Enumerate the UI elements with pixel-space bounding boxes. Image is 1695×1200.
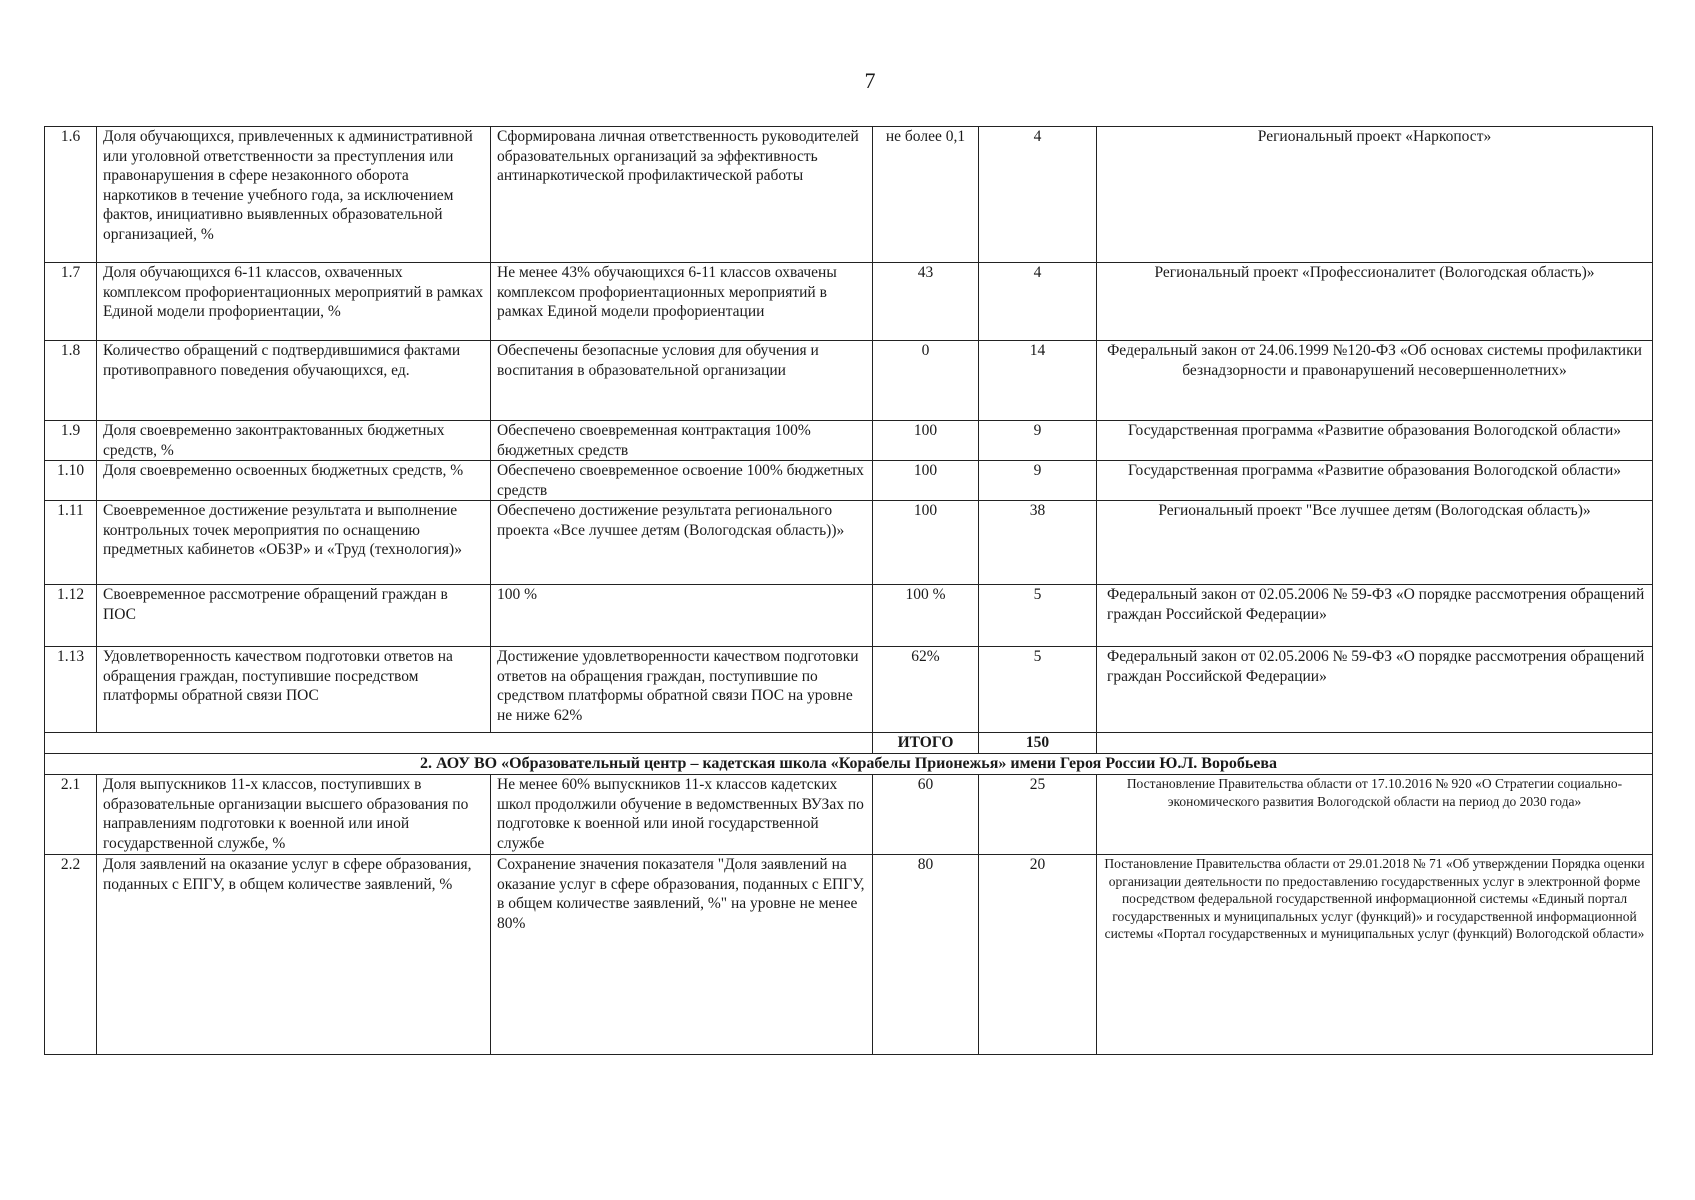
table-row [45, 263, 1653, 341]
result-cell: 100 % [491, 585, 873, 647]
row-number: 2.2 [45, 855, 97, 1055]
weight-cell: 4 [979, 263, 1097, 341]
result-cell: Сохранение значения показателя "Доля заявлений на оказание услуг в сфере образования, поданных с ЕПГУ, в общем количестве заявлений, %" на уровне не менее 80% [491, 855, 873, 1055]
weight-cell: 4 [979, 127, 1097, 263]
target-value-cell: 60 [873, 775, 979, 855]
table-row [45, 127, 1653, 263]
row-number: 1.7 [45, 263, 97, 341]
weight-cell: 38 [979, 501, 1097, 585]
total-empty-cell [1097, 733, 1653, 754]
indicator-cell: Доля обучающихся, привлеченных к административной или уголовной ответственности за преступления или правонарушения в сфере незаконного оборота наркотиков в течение учебного года, за исключением фактов, инициативно выявленных образовательной организацией, % [97, 127, 491, 263]
basis-cell: Государственная программа «Развитие образования Вологодской области» [1097, 461, 1653, 501]
result-cell: Не менее 60% выпускников 11-х классов кадетских школ продолжили обучение в ведомственных ВУЗах по подготовке к военной или иной государственной службе [491, 775, 873, 855]
row-number: 1.6 [45, 127, 97, 263]
weight-cell: 5 [979, 585, 1097, 647]
row-number: 1.9 [45, 421, 97, 461]
table-row [45, 421, 1653, 461]
result-cell: Обеспечены безопасные условия для обучения и воспитания в образовательной организации [491, 341, 873, 421]
target-value-cell: 62% [873, 647, 979, 733]
row-number: 2.1 [45, 775, 97, 855]
result-cell: Обеспечено достижение результата регионального проекта «Все лучшее детям (Вологодская область))» [491, 501, 873, 585]
total-label: ИТОГО [873, 733, 979, 754]
indicator-cell: Удовлетворенность качеством подготовки ответов на обращения граждан, поступившие посредством платформы обратной связи ПОС [97, 647, 491, 733]
indicator-cell: Своевременное рассмотрение обращений граждан в ПОС [97, 585, 491, 647]
row-number: 1.12 [45, 585, 97, 647]
basis-cell: Региональный проект «Наркопост» [1097, 127, 1653, 263]
result-cell: Обеспечено своевременная контрактация 100% бюджетных средств [491, 421, 873, 461]
total-value: 150 [979, 733, 1097, 754]
target-value-cell: 0 [873, 341, 979, 421]
indicator-cell: Доля обучающихся 6-11 классов, охваченных комплексом профориентационных мероприятий в рамках Единой модели профориентации, % [97, 263, 491, 341]
basis-cell: Государственная программа «Развитие образования Вологодской области» [1097, 421, 1653, 461]
weight-cell: 9 [979, 461, 1097, 501]
target-value-cell: 100 [873, 501, 979, 585]
target-value-cell: не более 0,1 [873, 127, 979, 263]
indicator-cell: Доля заявлений на оказание услуг в сфере образования, поданных с ЕПГУ, в общем количестве заявлений, % [97, 855, 491, 1055]
basis-cell: Постановление Правительства области от 29.01.2018 № 71 «Об утверждении Порядка оценки организации деятельности по предоставлению государственных услуг в электронной форме посредством федеральной государственной информационной системы «Единый портал государственных и муниципальных услуг (функций)» и государственной информационной системы «Портал государственных и муниципальных услуг (функций) Вологодской области» [1097, 855, 1653, 1055]
weight-cell: 20 [979, 855, 1097, 1055]
weight-cell: 9 [979, 421, 1097, 461]
indicator-cell: Доля своевременно законтрактованных бюджетных средств, % [97, 421, 491, 461]
weight-cell: 25 [979, 775, 1097, 855]
table-row [45, 461, 1653, 501]
result-cell: Сформирована личная ответственность руководителей образовательных организаций за эффективность антинаркотической профилактической работы [491, 127, 873, 263]
table-row [45, 341, 1653, 421]
target-value-cell: 100 [873, 461, 979, 501]
target-value-cell: 100 % [873, 585, 979, 647]
target-value-cell: 100 [873, 421, 979, 461]
indicators-table [44, 126, 1653, 1055]
table-row [45, 775, 1653, 855]
basis-cell: Федеральный закон от 02.05.2006 № 59-ФЗ «О порядке рассмотрения обращений граждан Российской Федерации» [1097, 585, 1653, 647]
page-number: 7 [864, 68, 876, 93]
basis-cell: Региональный проект "Все лучшее детям (Вологодская область)» [1097, 501, 1653, 585]
target-value-cell: 80 [873, 855, 979, 1055]
section-title: 2. АОУ ВО «Образовательный центр – кадетская школа «Корабелы Прионежья» имени Героя России Ю.Л. Воробьева [45, 754, 1653, 775]
weight-cell: 14 [979, 341, 1097, 421]
basis-cell: Постановление Правительства области от 17.10.2016 № 920 «О Стратегии социально-экономического развития Вологодской области на период до 2030 года» [1097, 775, 1653, 855]
table-row [45, 501, 1653, 585]
total-row [45, 733, 1653, 754]
basis-cell: Региональный проект «Профессионалитет (Вологодская область)» [1097, 263, 1653, 341]
result-cell: Обеспечено своевременное освоение 100% бюджетных средств [491, 461, 873, 501]
target-value-cell: 43 [873, 263, 979, 341]
indicator-cell: Своевременное достижение результата и выполнение контрольных точек мероприятия по оснащению предметных кабинетов «ОБЗР» и «Труд (технология)» [97, 501, 491, 585]
row-number: 1.13 [45, 647, 97, 733]
result-cell: Не менее 43% обучающихся 6-11 классов охвачены комплексом профориентационных мероприятий в рамках Единой модели профориентации [491, 263, 873, 341]
table-row [45, 647, 1653, 733]
row-number: 1.10 [45, 461, 97, 501]
row-number: 1.11 [45, 501, 97, 585]
section-header-row [45, 754, 1653, 775]
row-number: 1.8 [45, 341, 97, 421]
weight-cell: 5 [979, 647, 1097, 733]
indicator-cell: Количество обращений с подтвердившимися фактами противоправного поведения обучающихся, ед. [97, 341, 491, 421]
result-cell: Достижение удовлетворенности качеством подготовки ответов на обращения граждан, поступившие по средством платформы обратной связи ПОС на уровне не ниже 62% [491, 647, 873, 733]
total-blank-cell [45, 733, 873, 754]
indicator-cell: Доля своевременно освоенных бюджетных средств, % [97, 461, 491, 501]
table-row [45, 585, 1653, 647]
basis-cell: Федеральный закон от 24.06.1999 №120-ФЗ «Об основах системы профилактики безнадзорности и правонарушений несовершеннолетних» [1097, 341, 1653, 421]
table-row [45, 855, 1653, 1055]
basis-cell: Федеральный закон от 02.05.2006 № 59-ФЗ «О порядке рассмотрения обращений граждан Российской Федерации» [1097, 647, 1653, 733]
indicator-cell: Доля выпускников 11-х классов, поступивших в образовательные организации высшего образования по направлениям подготовки к военной или иной государственной службе, % [97, 775, 491, 855]
